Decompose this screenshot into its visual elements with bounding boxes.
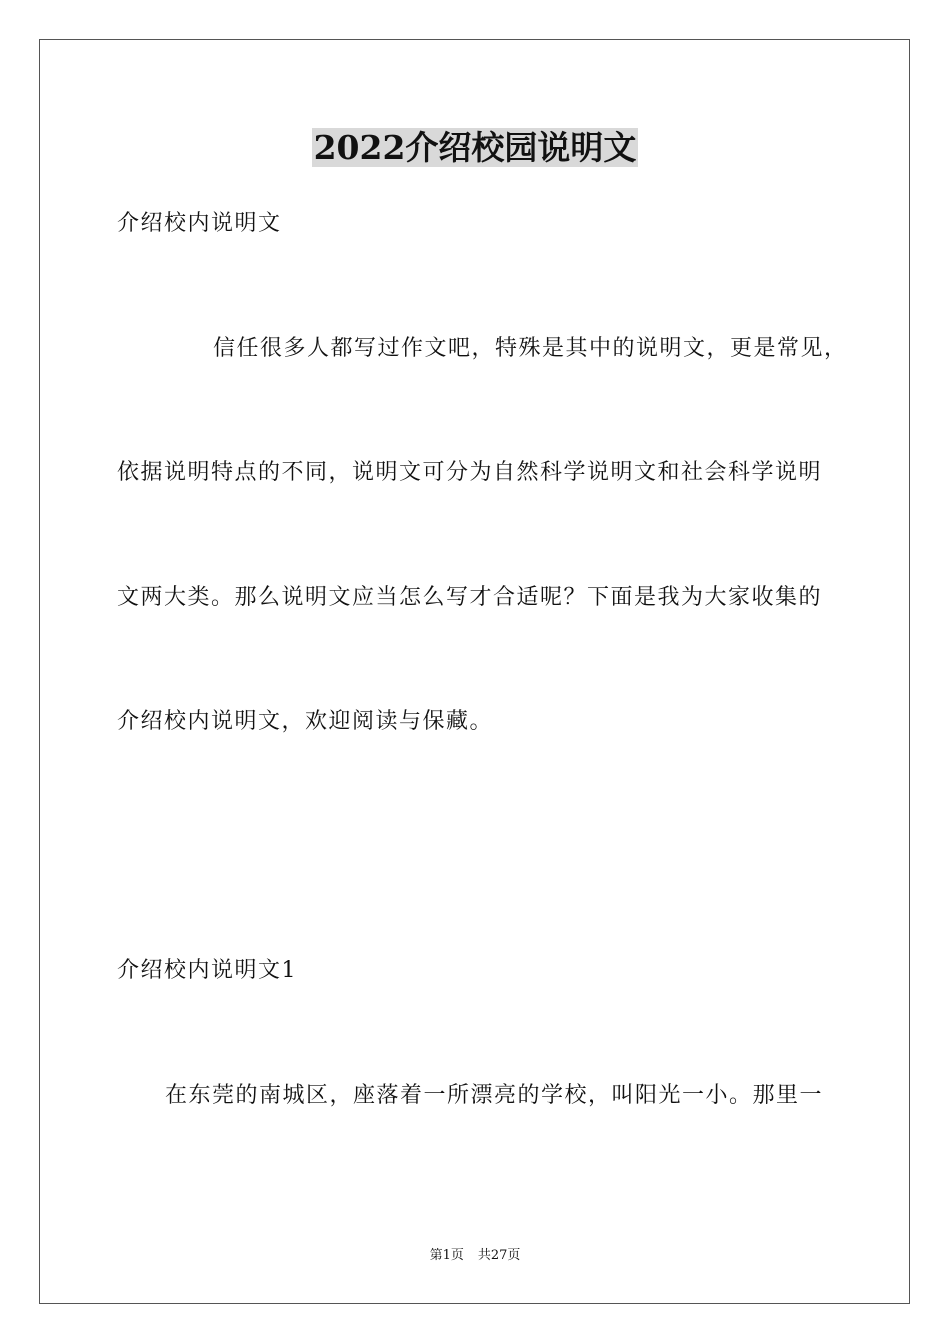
- section-heading: 介绍校内说明文: [117, 211, 282, 236]
- document-title: [0, 126, 950, 170]
- paragraph-line: 依据说明特点的不同，说明文可分为自然科学说明文和社会科学说明: [117, 460, 823, 485]
- page-total: 共27页: [477, 1248, 521, 1263]
- paragraph-line: 在东莞的南城区，座落着一所漂亮的学校，叫阳光一小。那里一: [165, 1083, 824, 1108]
- paragraph-line: 文两大类。那么说明文应当怎么写才合适呢？下面是我为大家收集的: [117, 585, 823, 610]
- page-number: 第1页: [429, 1248, 464, 1263]
- document-title-text: 2022介绍校园说明文: [313, 128, 637, 167]
- paragraph-line: 信任很多人都写过作文吧，特殊是其中的说明文，更是常见，: [213, 336, 848, 361]
- section-heading: 介绍校内说明文1: [117, 958, 297, 983]
- page-footer: [0, 1247, 950, 1265]
- paragraph-line: 介绍校内说明文，欢迎阅读与保藏。: [117, 709, 494, 734]
